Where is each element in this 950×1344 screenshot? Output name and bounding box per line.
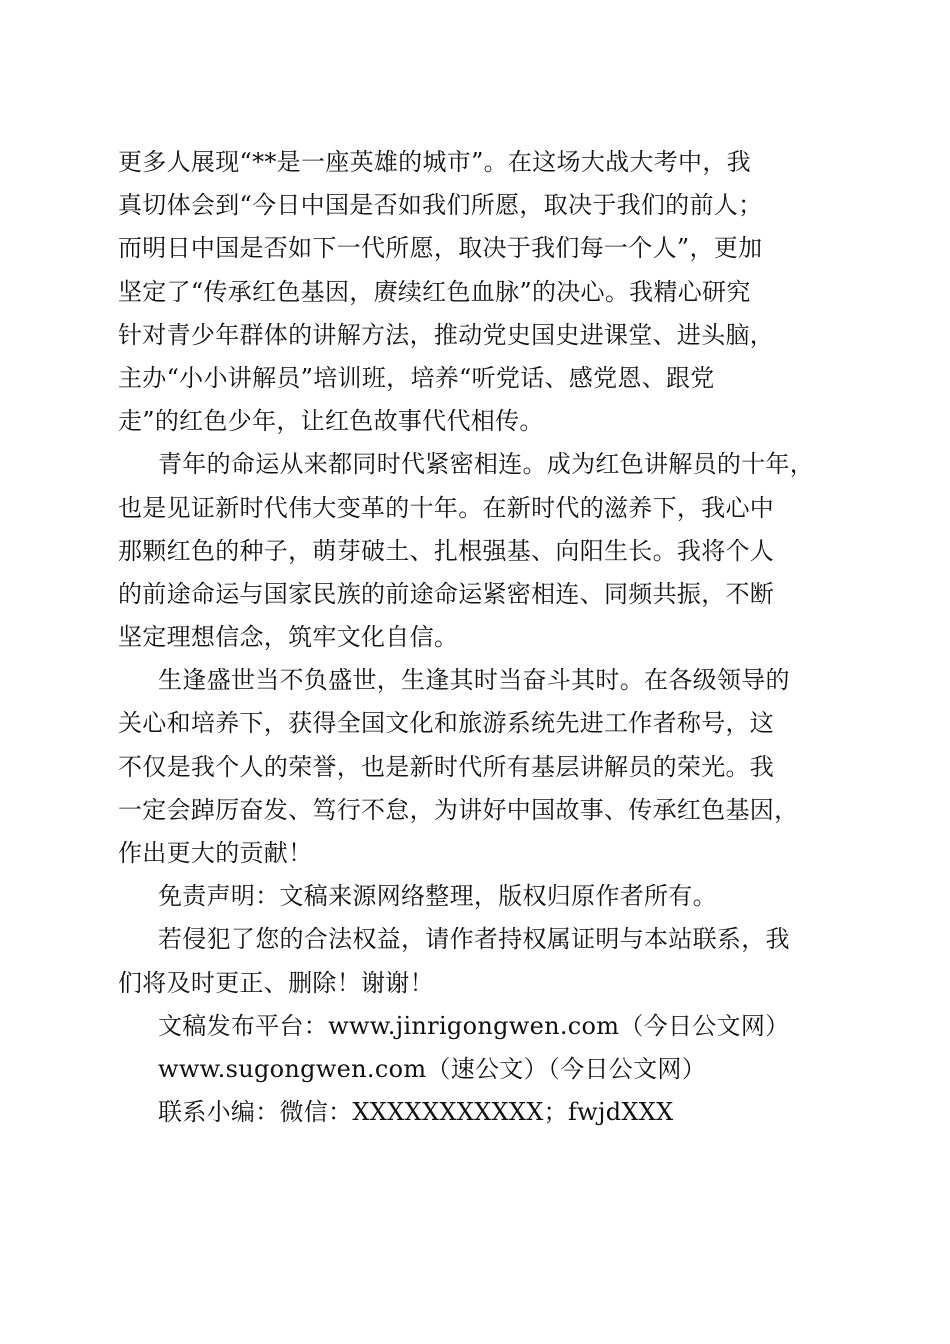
text-line: 走”的红色少年，让红色故事代代相传。 <box>118 407 544 436</box>
website-line: www.sugongwen.com（速公文）（今日公文网） <box>158 1054 706 1083</box>
infringement-notice-line: 若侵犯了您的合法权益，请作者持权属证明与本站联系，我 <box>158 925 790 954</box>
text-line: 真切体会到“今日中国是否如我们所愿，取决于我们的前人； <box>118 191 763 220</box>
text-line: 不仅是我个人的荣誉，也是新时代所有基层讲解员的荣光。我 <box>118 752 775 781</box>
text-line: 作出更大的贡献！ <box>118 839 313 867</box>
text-line: 也是见证新时代伟大变革的十年。在新时代的滋养下，我心中 <box>118 493 775 522</box>
text-line: 一定会踔厉奋发、笃行不怠，为讲好中国故事、传承红色基因， <box>118 795 799 824</box>
text-line: 针对青少年群体的讲解方法，推动党史国史进课堂、进头脑， <box>118 320 775 349</box>
text-line: 主办“小小讲解员”培训班，培养“听党话、感党恩、跟党 <box>118 363 715 392</box>
text-line: 的前途命运与国家民族的前途命运紧密相连、同频共振，不断 <box>118 579 775 608</box>
disclaimer-line: 免责声明：文稿来源网络整理，版权归原作者所有。 <box>158 882 717 911</box>
document-body <box>118 141 838 1134</box>
text-line: 而明日中国是否如下一代所愿，取决于我们每一个人”，更加 <box>118 234 763 263</box>
text-line: 那颗红色的种子，萌芽破土、扎根强基、向阳生长。我将个人 <box>118 536 775 565</box>
text-line: 关心和培养下，获得全国文化和旅游系统先进工作者称号，这 <box>118 709 775 738</box>
infringement-notice-line: 们将及时更正、删除！谢谢！ <box>118 968 434 997</box>
text-line: 更多人展现“**是一座英雄的城市”。在这场大战大考中，我 <box>118 148 751 176</box>
text-line: 坚定理想信念，筑牢文化自信。 <box>118 623 459 652</box>
paragraph-start-line: 青年的命运从来都同时代紧密相连。成为红色讲解员的十年， <box>158 450 815 479</box>
paragraph-start-line: 生逢盛世当不负盛世，生逢其时当奋斗其时。在各级领导的 <box>158 666 790 695</box>
contact-line: 联系小编：微信：XXXXXXXXXXX；fwjdXXX <box>158 1098 674 1127</box>
publish-platform-line: 文稿发布平台：www.jinrigongwen.com（今日公文网） <box>158 1011 790 1040</box>
text-line: 坚定了“传承红色基因，赓续红色血脉”的决心。我精心研究 <box>118 277 751 306</box>
